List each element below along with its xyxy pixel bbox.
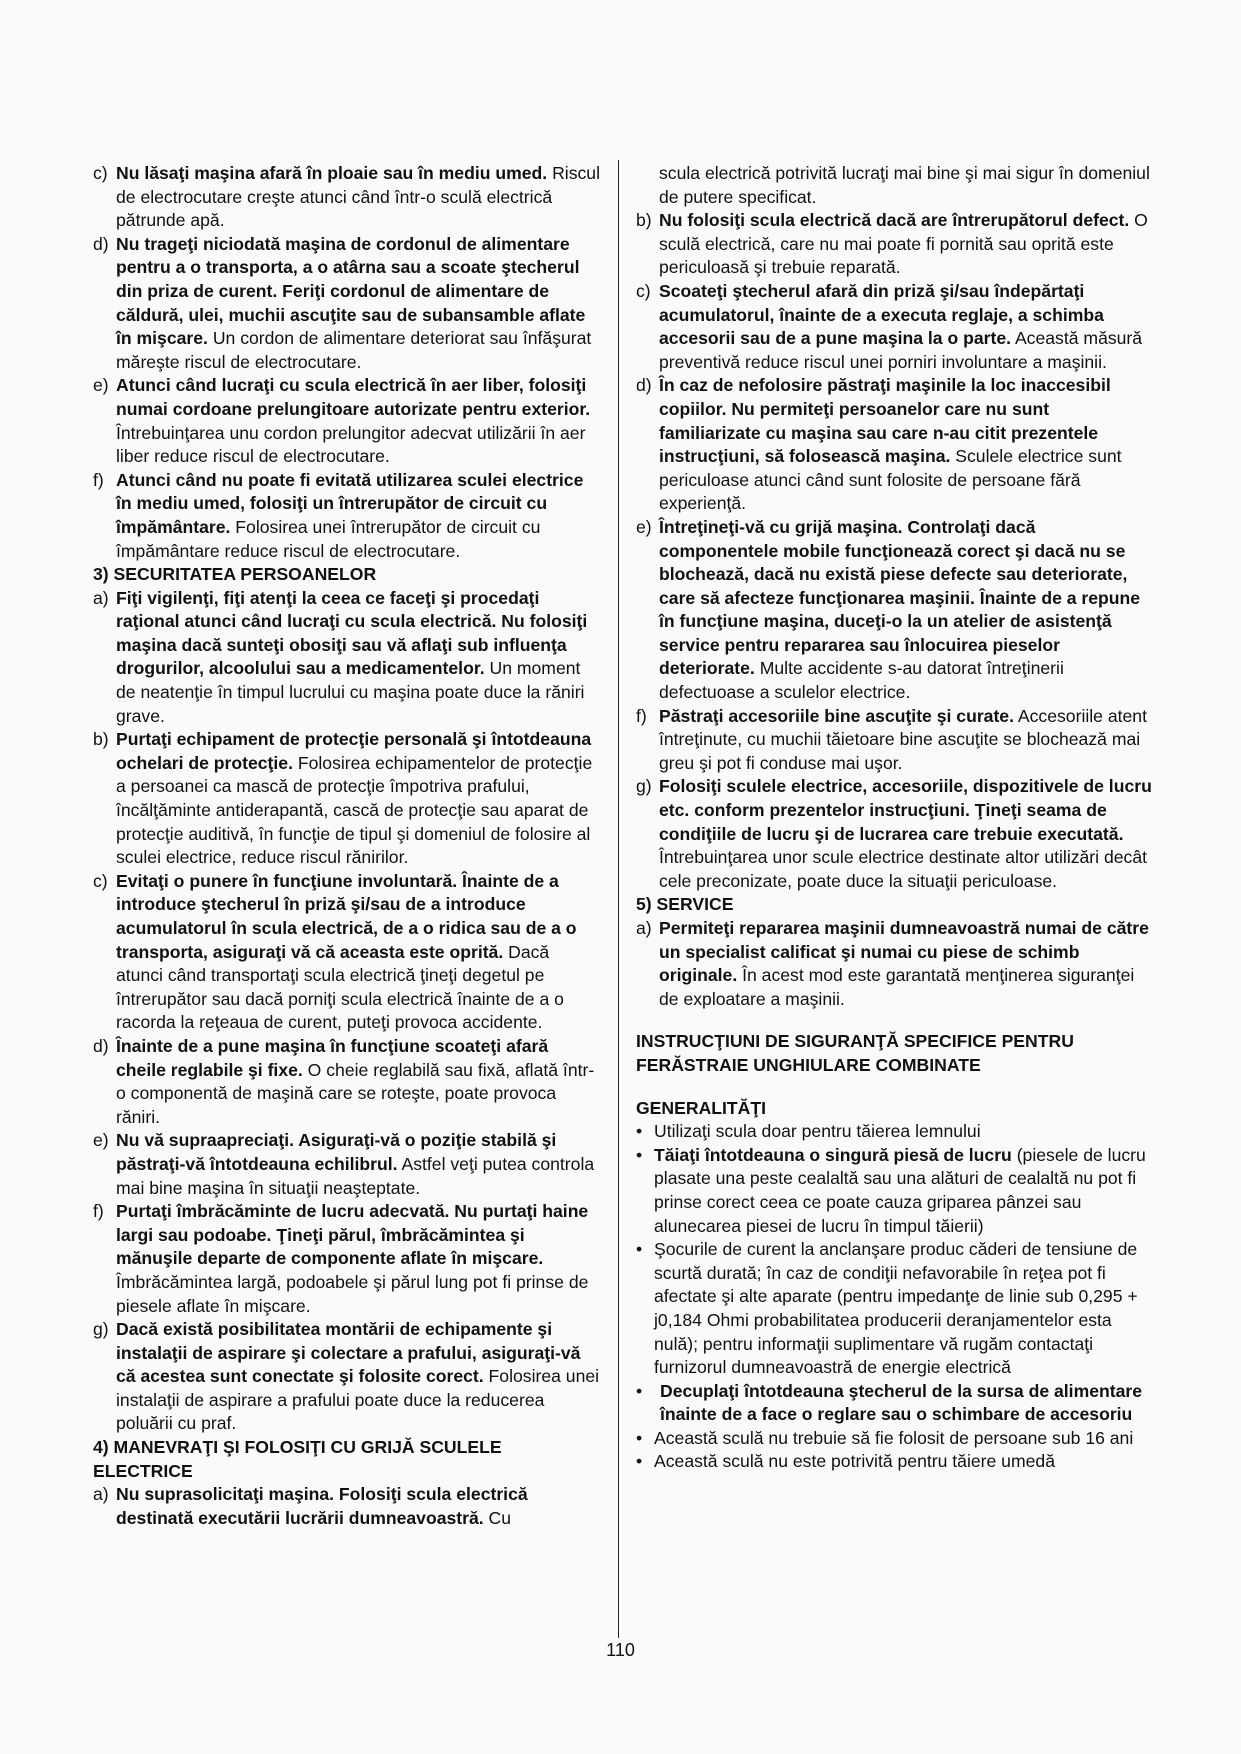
list-item <box>93 1483 601 1530</box>
section-heading: 5) SERVICE <box>636 894 734 915</box>
item-text: O sculă electrică, care nu mai poate fi pornită sau oprită este periculoasă şi trebuie reparată. <box>659 210 1148 278</box>
list-item <box>636 516 1152 705</box>
item-bold-text: Nu trageţi niciodată maşina de cordonul de alimentare pentru a o transporta, a o atârna sau a scoate ştecherul din priza de curent. Feriţi cordonul de alimentare de căldură, ulei, muchii ascuţite sau de subansamble aflate în mişcare. <box>116 233 586 349</box>
item-text: Această măsură preventivă reduce riscul unei porniri involuntare a maşinii. <box>659 328 1143 372</box>
list-item <box>93 1318 601 1436</box>
list-item <box>93 374 601 468</box>
item-text: Îmbrăcămintea largă, podoabele şi părul lung pot fi prinse de piesele aflate în mişcare. <box>116 1271 589 1316</box>
left-column <box>93 162 601 1530</box>
item-text: Un moment de neatenţie în timpul lucrului cu maşina poate duce la răniri grave. <box>116 658 585 726</box>
item-marker: g) <box>93 1319 109 1340</box>
item-marker: a) <box>93 587 109 608</box>
section-heading: INSTRUCŢIUNI DE SIGURANŢĂ SPECIFICE PENTRU FERĂSTRAIE UNGHIULARE COMBINATE <box>636 1031 1074 1075</box>
item-bold-text: Nu folosiţi scula electrică dacă are întrerupătorul defect. <box>659 210 1130 231</box>
item-bold-text: Folosiţi sculele electrice, accesoriile, dispozitivele de lucru etc. conform prezentelor instrucţiuni. Ţineţi seama de condiţiile de lucru şi de lucrarea care trebuie executată. <box>659 776 1152 844</box>
spacer <box>636 1078 1152 1097</box>
bullet-text: Şocurile de curent la anclanşare produc căderi de tensiune de scurtă durată; în caz de condiţii nefavorabile în reţea pot fi afectate şi alte aparate (pentru impedanţe de linie sub 0,295 + j0,184 Ohmi probabilitatea producerii deranjamentelor esta nulă); pentru informaţii suplimentare vă rugăm contactaţi furnizorul dumneavoastră de energie electrică <box>654 1239 1138 1378</box>
item-marker: g) <box>636 776 652 797</box>
item-marker: d) <box>93 1035 109 1056</box>
bullet-item <box>636 1238 1152 1380</box>
list-item <box>93 1035 601 1129</box>
item-bold-text: Păstraţi accesoriile bine ascuţite şi curate. <box>659 705 1014 726</box>
list-item <box>93 1200 601 1318</box>
item-marker: e) <box>636 516 652 537</box>
bullet-icon: • <box>636 1144 643 1165</box>
bullet-icon: • <box>636 1427 643 1448</box>
item-text: Dacă atunci când transportaţi scula electrică ţineţi degetul pe întrerupător sau dacă porniţi scula electrică înainte de a o racorda la reţeaua de curent, puteţi provoca accidente. <box>116 941 564 1033</box>
item-text: Un cordon de alimentare deteriorat sau înfăşurat măreşte riscul de electrocutare. <box>116 328 592 372</box>
page-number: 110 <box>606 1640 635 1660</box>
item-bold-text: Evitaţi o punere în funcţiune involuntară. Înainte de a introduce ştecherul în priză şi/sau de a introduce acumulatorul în scula electrică, de a o ridica sau de a o transporta, asiguraţi vă că aceasta este oprită. <box>116 870 577 962</box>
bullet-text: (piesele de lucru plasate una peste cealaltă sau una alături de cealaltă nu pot fi prinse corect ceea ce poate cauza griparea pânzei sau alunecarea piesei de lucru în timpul tăierii) <box>654 1144 1146 1236</box>
item-bold-text: Atunci când lucraţi cu scula electrică în aer liber, folosiţi numai cordoane prelungitoare autorizate pentru exterior. <box>116 375 591 419</box>
list-item <box>636 209 1152 280</box>
item-marker: c) <box>93 163 108 183</box>
item-bold-text: Întreţineţi-vă cu grijă maşina. Controlaţi dacă componentele mobile funcţionează corect şi dacă nu se blochează, dacă nu există piese defecte sau deteriorate, care să afecteze funcţionarea maşinii. Înainte de a repune în funcţiune maşina, duceţi-o la un atelier de asistenţă service pentru repararea sau înlocuirea pieselor deteriorate. <box>659 516 1141 679</box>
item-marker: d) <box>93 233 109 254</box>
bullet-icon: • <box>636 1121 643 1142</box>
item-marker: e) <box>93 1130 109 1151</box>
list-item <box>93 162 601 233</box>
item-bold-text: Permiteţi repararea maşinii dumneavoastră numai de către un specialist calificat şi numai cu piese de schimb originale. <box>659 918 1149 986</box>
item-marker: f) <box>93 1201 104 1222</box>
list-item <box>93 728 601 870</box>
item-marker: b) <box>636 210 652 231</box>
bullet-bold-text: Tăiaţi întotdeauna o singură piesă de lucru <box>654 1144 1012 1165</box>
item-bold-text: Nu suprasolicitaţi maşina. Folosiţi scula electrică destinată executării lucrării dumneavoastră. <box>116 1484 528 1528</box>
list-item <box>636 705 1152 776</box>
item-text: Multe accidente s-au datorat întreţinerii defectuoase a sculelor electrice. <box>659 658 1064 703</box>
list-item <box>93 233 601 375</box>
column-divider <box>618 160 619 1638</box>
item-marker: f) <box>636 705 647 726</box>
list-item <box>93 870 601 1035</box>
bullet-item <box>636 1427 1152 1451</box>
bullet-icon: • <box>636 1239 643 1260</box>
item-bold-text: Înainte de a pune maşina în funcţiune scoateţi afară cheile reglabile şi fixe. <box>116 1035 549 1080</box>
item-text: Folosirea unei instalaţii de aspirare a prafului poate duce la reducerea poluării cu praf. <box>116 1366 600 1434</box>
item-marker: c) <box>93 870 108 891</box>
item-text: În acest mod este garantată menţinerea siguranţei de exploatare a maşinii. <box>659 965 1135 1009</box>
item-marker: a) <box>636 918 652 938</box>
list-item <box>93 1129 601 1200</box>
bullet-item <box>636 1120 1152 1144</box>
item-text: Întrebuinţarea unor scule electrice destinate altor utilizări decât cele preconizate, poate duce la situaţii periculoase. <box>659 847 1148 891</box>
bullet-bold-text: Decuplaţi întotdeauna ştecherul de la sursa de alimentare înainte de a face o reglare sau o schimbare de accesoriu <box>660 1380 1143 1425</box>
list-item <box>636 374 1152 516</box>
item-bold-text: Atunci când nu poate fi evitată utilizarea sculei electrice în mediu umed, folosiţi un întrerupător de circuit cu împământare. <box>116 469 584 537</box>
item-marker: a) <box>93 1484 109 1505</box>
spacer <box>636 1011 1152 1030</box>
item-text: Cu <box>483 1507 512 1528</box>
section-heading: GENERALITĂŢI <box>636 1097 766 1118</box>
section-heading: 3) SECURITATEA PERSOANELOR <box>93 564 377 585</box>
bullet-icon: • <box>636 1380 643 1401</box>
list-item-continuation <box>636 162 1152 209</box>
list-item <box>93 469 601 563</box>
bullet-icon: • <box>636 1451 643 1472</box>
list-item <box>636 917 1152 1011</box>
item-bold-text: Purtaţi îmbrăcăminte de lucru adecvată. Nu purtaţi haine largi sau podoabe. Ţineţi părul, îmbrăcămintea şi mănuşile departe de componente aflate în mişcare. <box>116 1201 589 1269</box>
item-text: Riscul de electrocutare creşte atunci când într-o sculă electrică pătrunde apă. <box>116 163 600 231</box>
list-item <box>93 587 601 729</box>
list-item <box>636 775 1152 893</box>
right-column <box>636 162 1152 1474</box>
item-text: Folosirea unei întrerupător de circuit cu împământare reduce riscul de electrocutare. <box>116 516 541 561</box>
item-text: Întrebuinţarea unu cordon prelungitor adecvat utilizării în aer liber reduce riscul de electrocutare. <box>116 422 586 467</box>
bullet-item <box>636 1380 1152 1427</box>
item-text: Sculele electrice sunt periculoase atunci când sunt folosite de persoane fără experienţă. <box>659 446 1122 514</box>
bullet-item <box>636 1450 1152 1474</box>
item-text: scula electrică potrivită lucraţi mai bine şi mai sigur în domeniul de putere specificat. <box>659 163 1150 207</box>
item-marker: c) <box>636 280 651 301</box>
list-item <box>636 280 1152 374</box>
item-text: Astfel veţi putea controla mai bine maşina în situaţii neaşteptate. <box>116 1153 595 1198</box>
item-bold-text: În caz de nefolosire păstraţi maşinile la loc inaccesibil copiilor. Nu permiteţi persoanelor care nu sunt familiarizate cu maşina sau care n-au citit prezentele instrucţiuni, să folosească maşina. <box>659 375 1111 467</box>
bullet-item <box>636 1144 1152 1238</box>
item-text: Folosirea echipamentelor de protecţie a persoanei ca mască de protecţie împotriva prafului, încălţăminte antiderapantă, cască de protecţie sau aparat de protecţie auditivă, în funcţie de tipul şi domeniul de folosire al sculei electrice, reduce riscul rănirilor. <box>116 752 593 868</box>
item-marker: f) <box>93 469 104 490</box>
item-bold-text: Nu vă supraapreciaţi. Asiguraţi-vă o poziţie stabilă şi păstraţi-vă întotdeauna echilibrul. <box>116 1130 557 1174</box>
item-text: Accesoriile atent întreţinute, cu muchii tăietoare bine ascuţite se blochează mai greu şi pot fi conduse mai uşor. <box>659 705 1147 773</box>
item-bold-text: Scoateţi ştecherul afară din priză şi/sau îndepărtaţi acumulatorul, înainte de a executa reglaje, a schimba accesorii sau de a pune maşina la o parte. <box>659 280 1104 349</box>
bullet-text: Această sculă nu trebuie să fie folosit de persoane sub 16 ani <box>654 1427 1134 1448</box>
item-bold-text: Dacă există posibilitatea montării de echipamente şi instalaţii de aspirare şi colectare a prafului, asiguraţi-vă că acestea sunt conectate şi folosite corect. <box>116 1319 581 1387</box>
item-bold-text: Fiţi vigilenţi, fiţi atenţi la ceea ce faceţi şi procedaţi raţional atunci când lucraţi cu scula electrică. Nu folosiţi maşina dacă sunteţi obosiţi sau vă aflaţi sub influenţa drogurilor, alcoolului sau a medicamentelor. <box>116 587 588 679</box>
item-bold-text: Nu lăsaţi maşina afară în ploaie sau în mediu umed. <box>116 163 548 183</box>
item-bold-text: Purtaţi echipament de protecţie personală şi întotdeauna ochelari de protecţie. <box>116 729 592 773</box>
bullet-text: Această sculă nu este potrivită pentru tăiere umedă <box>654 1451 1055 1472</box>
item-text: O cheie reglabilă sau fixă, aflată într-o componentă de maşină care se roteşte, poate provoca răniri. <box>116 1059 595 1127</box>
item-marker: b) <box>93 729 109 750</box>
bullet-text: Utilizaţi scula doar pentru tăierea lemnului <box>654 1121 981 1142</box>
item-marker: d) <box>636 375 652 396</box>
section-heading: 4) MANEVRAŢI ŞI FOLOSIŢI CU GRIJĂ SCULELE ELECTRICE <box>93 1437 502 1481</box>
item-marker: e) <box>93 375 109 396</box>
